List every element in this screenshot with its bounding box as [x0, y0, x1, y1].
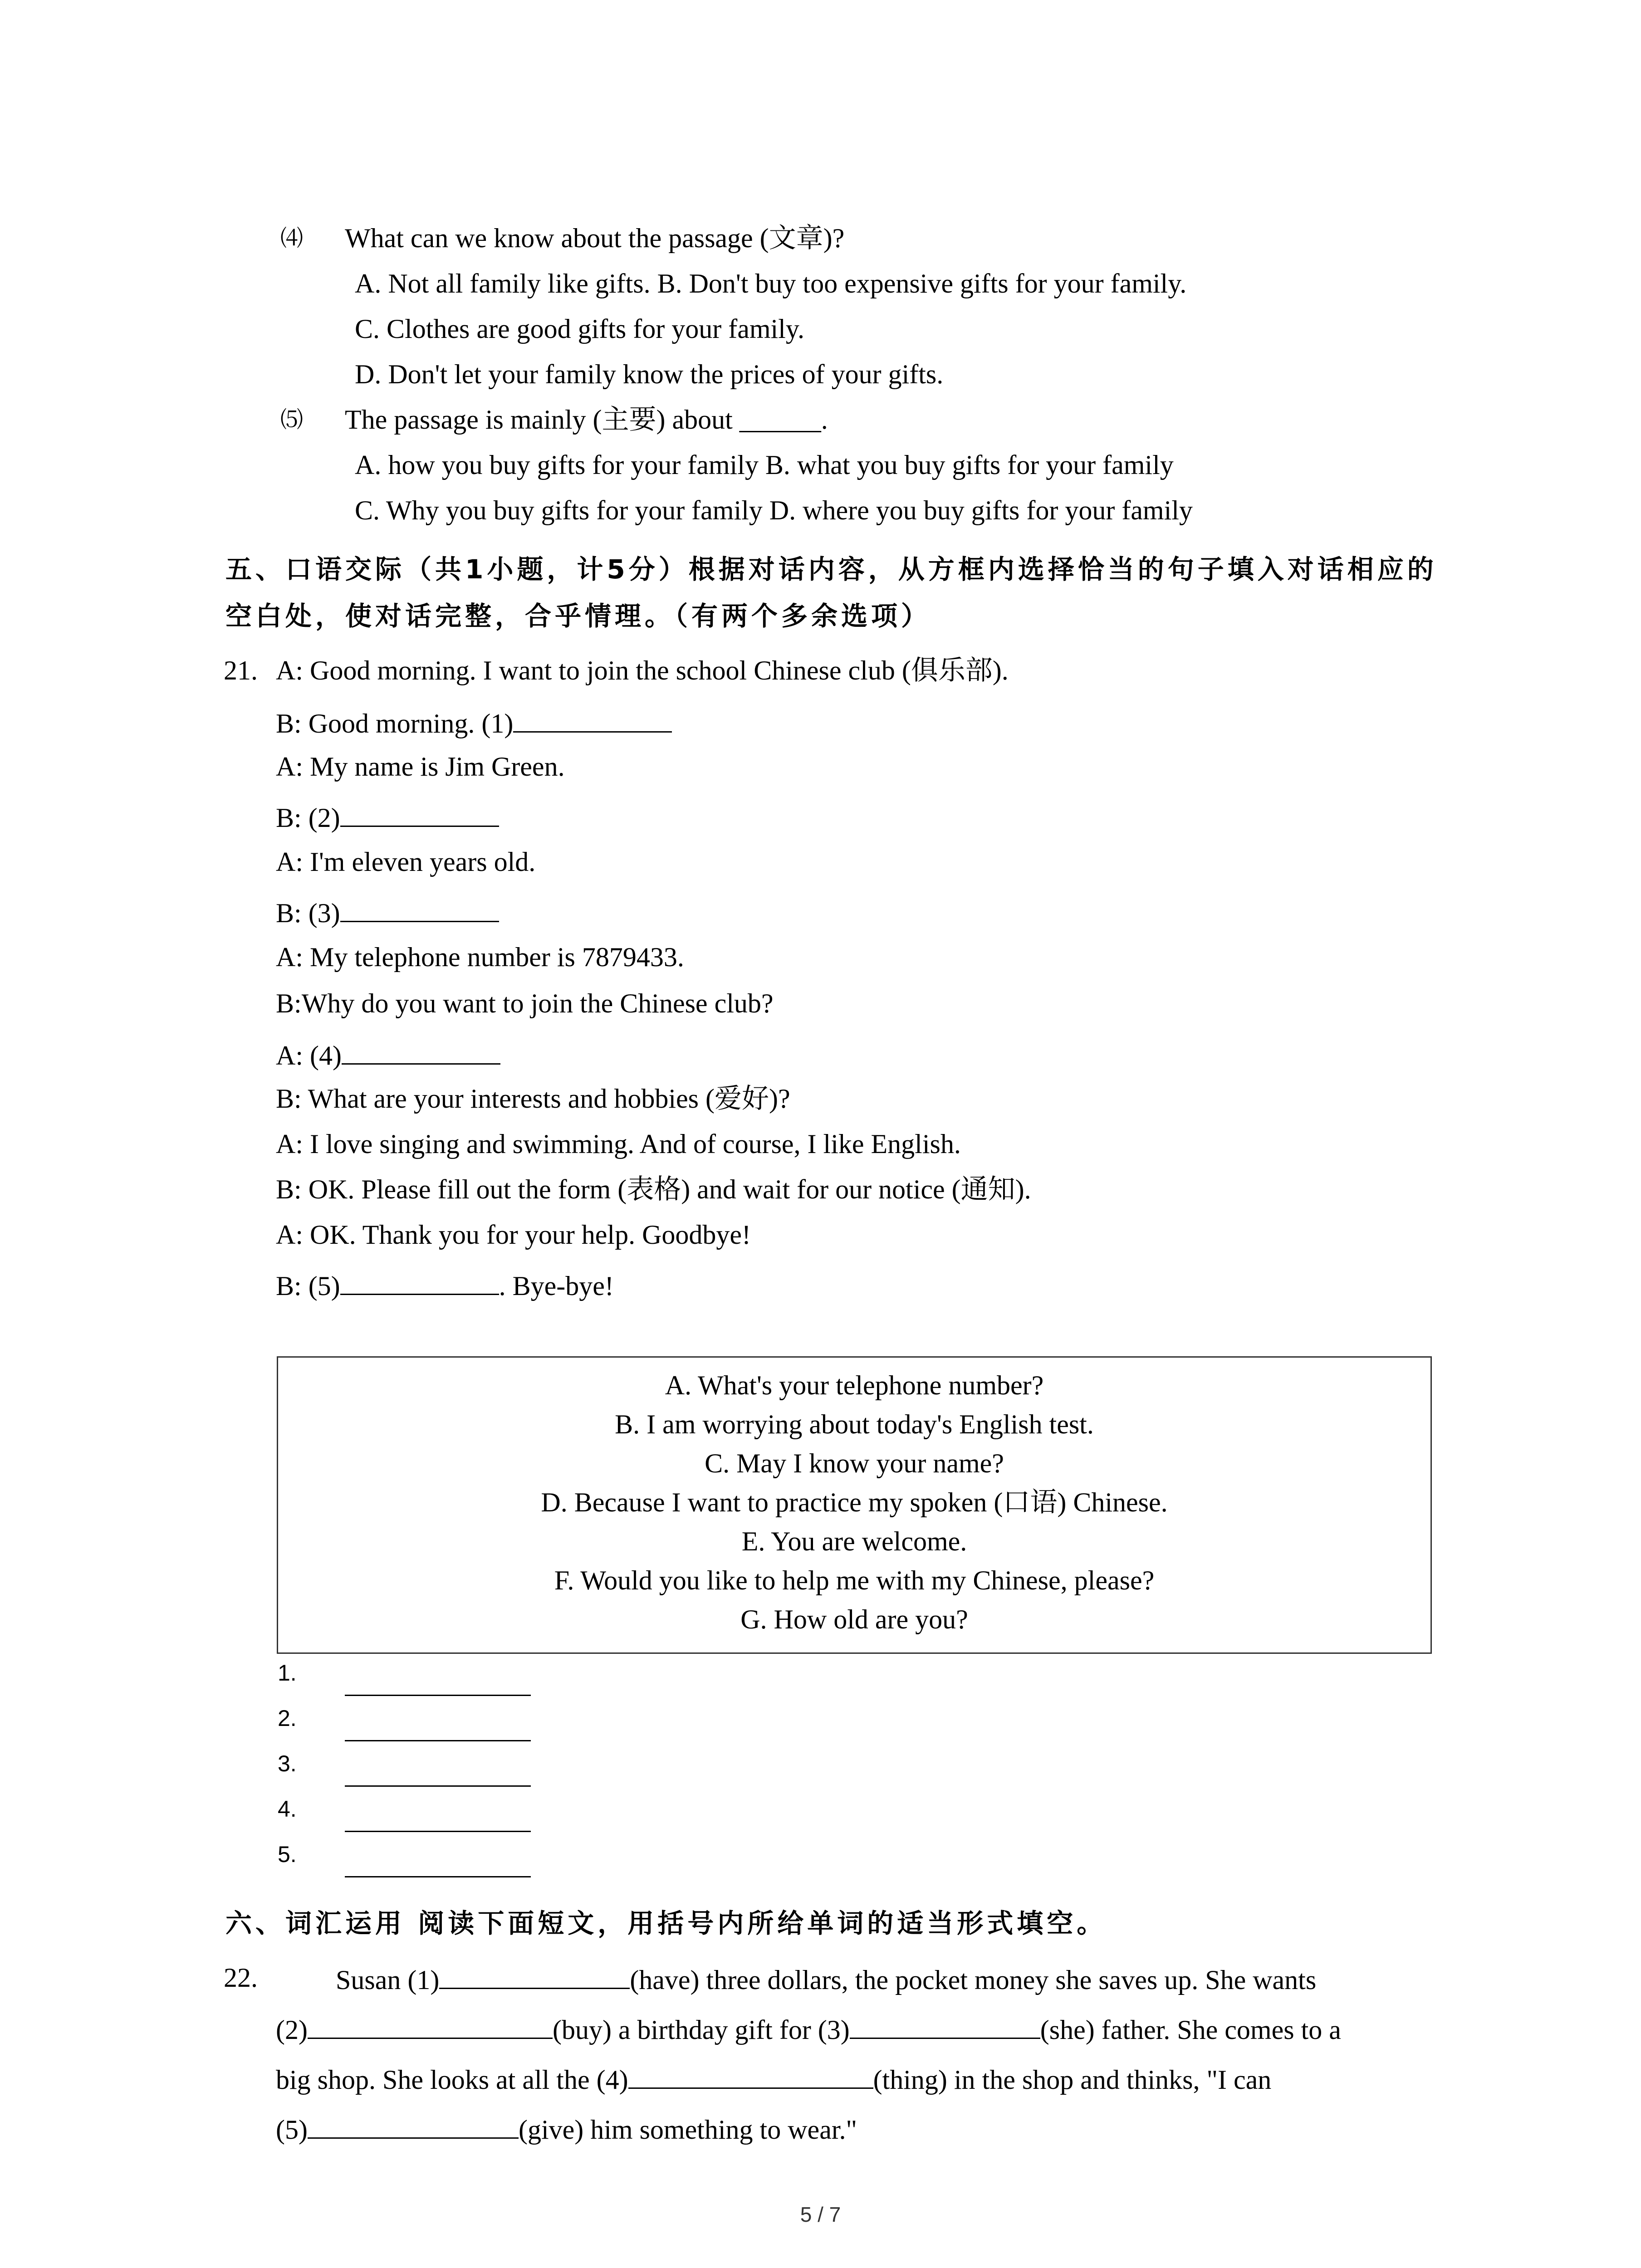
question-number: 21.: [224, 655, 258, 685]
options-box: [277, 1356, 1432, 1654]
answer-option: C. Why you buy gifts for your family D. where you buy gifts for your family: [355, 495, 1193, 525]
dialogue-line: A: I love singing and swimming. And of course, I like English.: [276, 1129, 961, 1159]
passage-line: [276, 2009, 1341, 2048]
question-number: 22.: [224, 1963, 258, 1993]
dialogue-text: B: (5): [276, 1271, 340, 1301]
fill-blank[interactable]: [439, 1960, 630, 1989]
dialogue-line: [276, 1035, 500, 1074]
dialogue-text: B: Good morning. (1): [276, 709, 514, 738]
question-number: ⑷: [280, 225, 303, 251]
dialogue-text: . Bye-bye!: [499, 1271, 614, 1301]
answer-line[interactable]: [345, 1831, 531, 1832]
passage-text: (buy) a birthday gift for (3): [552, 2015, 850, 2045]
answer-number: 4.: [278, 1796, 297, 1822]
fill-blank[interactable]: [308, 2009, 553, 2039]
dialogue-line: A: My name is Jim Green.: [276, 752, 565, 782]
question-stem: [345, 401, 828, 438]
answer-line[interactable]: [345, 1876, 531, 1877]
stem-text: The passage is mainly (主要) about: [345, 405, 740, 435]
answer-line[interactable]: [345, 1740, 531, 1741]
answer-number: 3.: [278, 1751, 297, 1776]
dialogue-line: [276, 893, 499, 931]
dialogue-text: B: (3): [276, 898, 340, 928]
page-number: 5 / 7: [800, 2203, 841, 2226]
dialogue-line: A: Good morning. I want to join the school Chinese club (俱乐部).: [276, 655, 1009, 685]
fill-blank[interactable]: [340, 797, 499, 827]
section-heading: 五、口语交际（共1小题，计5分）根据对话内容，从方框内选择恰当的句子填入对话相应的: [225, 554, 1437, 585]
fill-blank[interactable]: [850, 2009, 1040, 2039]
passage-text: (give) him something to wear.": [518, 2115, 857, 2145]
dialogue-text: B: (2): [276, 803, 340, 833]
fill-blank[interactable]: [513, 703, 672, 733]
answer-number: 5.: [278, 1842, 297, 1867]
fill-blank[interactable]: [340, 893, 499, 922]
dialogue-line: A: I'm eleven years old.: [276, 847, 536, 877]
dialogue-line: B:Why do you want to join the Chinese club?: [276, 988, 774, 1018]
passage-text: big shop. She looks at all the (4): [276, 2065, 628, 2095]
question-number: ⑸: [280, 407, 303, 432]
answer-option: A. Not all family like gifts. B. Don't buy too expensive gifts for your family.: [355, 269, 1187, 298]
answer-number: 2.: [278, 1706, 297, 1731]
section-heading: 六、词汇运用 阅读下面短文，用括号内所给单词的适当形式填空。: [225, 1908, 1107, 1939]
dialogue-line: [276, 1266, 614, 1304]
passage-text: (she) father. She comes to a: [1040, 2015, 1341, 2045]
answer-number: 1.: [278, 1660, 297, 1686]
passage-text: Susan (1): [336, 1965, 440, 1995]
question-stem: What can we know about the passage (文章)?: [345, 223, 845, 253]
answer-option: D. Don't let your family know the prices of your gifts.: [355, 359, 944, 389]
option-f: F. Would you like to help me with my Chinese, please?: [554, 1565, 1155, 1595]
fill-blank[interactable]: [340, 1266, 499, 1295]
dialogue-text: A: (4): [276, 1041, 342, 1070]
fill-blank[interactable]: [308, 2109, 519, 2139]
fill-blank[interactable]: [342, 1035, 500, 1065]
passage-text: (2): [276, 2015, 308, 2045]
option-c: C. May I know your name?: [705, 1448, 1004, 1478]
dialogue-line: [276, 703, 672, 742]
stem-blank: ______: [739, 405, 821, 435]
dialogue-line: A: OK. Thank you for your help. Goodbye!: [276, 1220, 751, 1250]
passage-line: [276, 2059, 1271, 2098]
dialogue-line: A: My telephone number is 7879433.: [276, 942, 684, 972]
answer-line[interactable]: [345, 1785, 531, 1787]
option-g: G. How old are you?: [740, 1604, 968, 1634]
passage-text: (thing) in the shop and thinks, "I can: [873, 2065, 1272, 2095]
fill-blank[interactable]: [628, 2059, 873, 2089]
stem-end: .: [821, 405, 828, 435]
option-d: D. Because I want to practice my spoken (口语) Chinese.: [541, 1487, 1168, 1517]
option-b: B. I am worrying about today's English test.: [615, 1409, 1094, 1439]
dialogue-line: [276, 797, 499, 836]
option-e: E. You are welcome.: [741, 1526, 967, 1556]
option-a: A. What's your telephone number?: [665, 1370, 1044, 1400]
passage-line: [276, 2109, 857, 2148]
passage-line: [336, 1960, 1316, 1998]
answer-option: C. Clothes are good gifts for your family.: [355, 314, 804, 344]
passage-text: (5): [276, 2115, 308, 2145]
dialogue-line: B: What are your interests and hobbies (爱好)?: [276, 1084, 790, 1114]
dialogue-line: B: OK. Please fill out the form (表格) and wait for our notice (通知).: [276, 1174, 1031, 1204]
section-heading: 空白处，使对话完整，合乎情理。（有两个多余选项）: [225, 601, 931, 631]
answer-option: A. how you buy gifts for your family B. what you buy gifts for your family: [355, 450, 1174, 480]
answer-line[interactable]: [345, 1695, 531, 1696]
passage-text: (have) three dollars, the pocket money she saves up. She wants: [630, 1965, 1317, 1995]
